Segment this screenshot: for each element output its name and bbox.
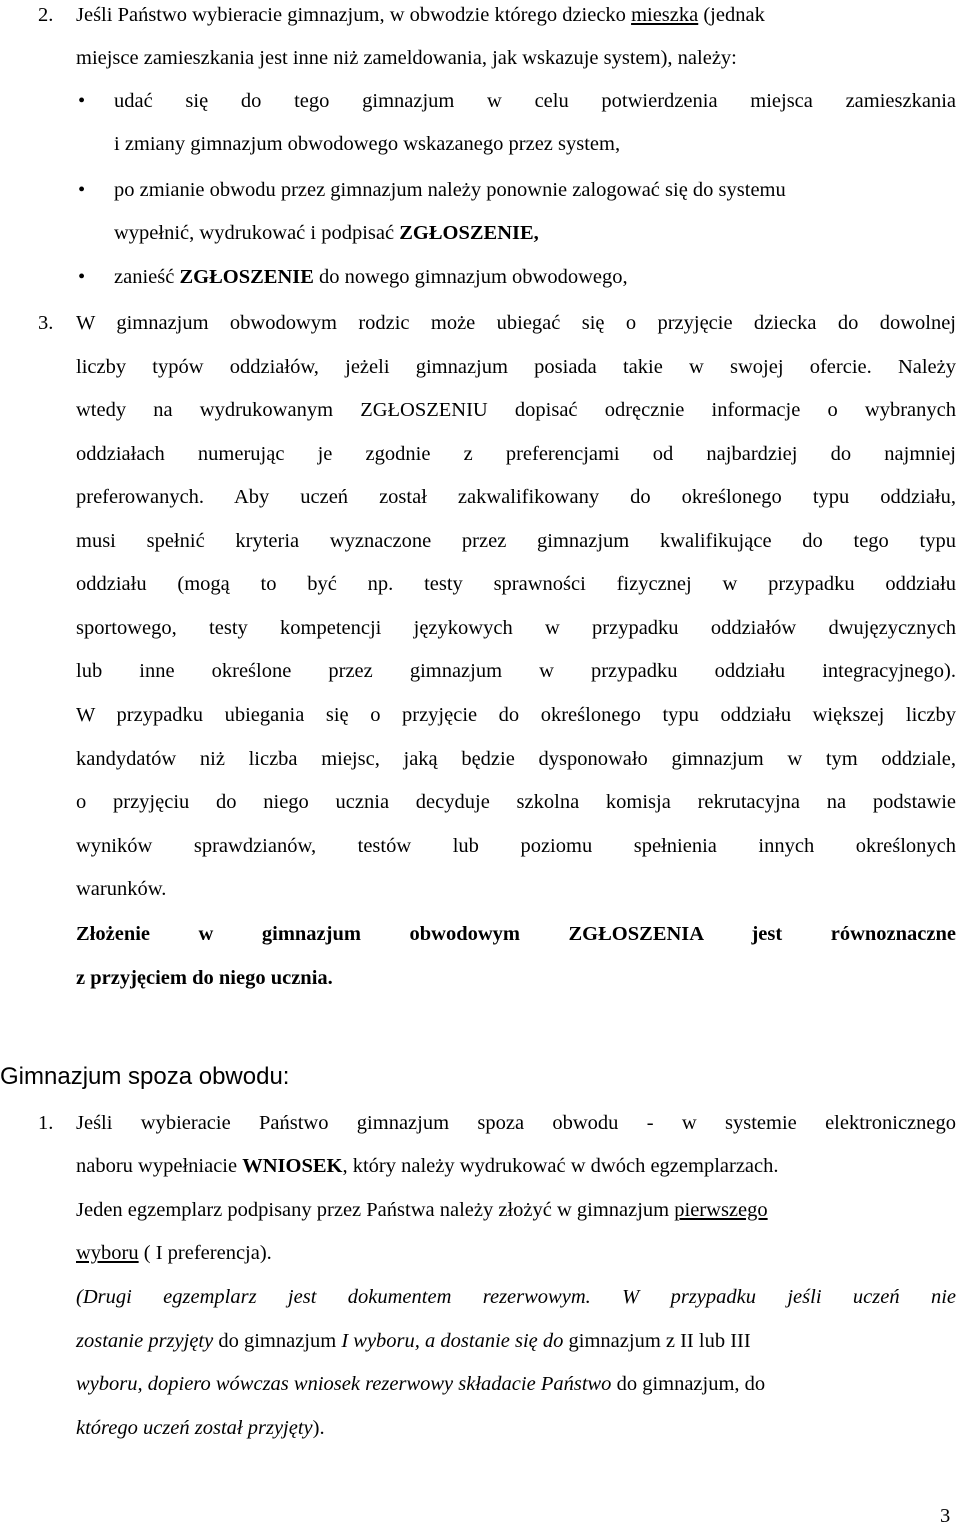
paragraph-line: którego uczeń został przyjęty).: [76, 1417, 325, 1439]
item-number: 2.: [38, 4, 54, 26]
paragraph-line: naboru wypełniacie WNIOSEK, który należy wydrukować w dwóch egzemplarzach.: [76, 1155, 779, 1177]
paragraph-line: Jeden egzemplarz podpisany przez Państwa należy złożyć w gimnazjum pierwszego: [76, 1199, 768, 1221]
paragraph-line: o przyjęciu do niego ucznia decyduje szkolna komisja rekrutacyjna na podstawie: [76, 791, 956, 813]
paragraph-line: (Drugi egzemplarz jest dokumentem rezerwowym. W przypadku jeśli uczeń nie: [76, 1286, 956, 1308]
paragraph-line: zostanie przyjęty do gimnazjum I wyboru, a dostanie się do gimnazjum z II lub III: [76, 1330, 751, 1352]
paragraph-line: wyników sprawdzianów, testów lub poziomu spełnienia innych określonych: [76, 835, 956, 857]
bullet-line: i zmiany gimnazjum obwodowego wskazanego przez system,: [114, 133, 621, 155]
paragraph-line: sportowego, testy kompetencji językowych w przypadku oddziałów dwujęzycznych: [76, 617, 956, 639]
paragraph-line: liczby typów oddziałów, jeżeli gimnazjum posiada takie w swojej ofercie. Należy: [76, 356, 956, 378]
paragraph-line: oddziałach numerując je zgodnie z preferencjami od najbardziej do najmniej: [76, 443, 956, 465]
bullet-icon: •: [78, 90, 86, 112]
paragraph-line: W gimnazjum obwodowym rodzic może ubiegać się o przyjęcie dziecka do dowolnej: [76, 312, 956, 334]
paragraph-line: Jeśli wybieracie Państwo gimnazjum spoza obwodu - w systemie elektronicznego: [76, 1112, 956, 1134]
section-heading: Gimnazjum spoza obwodu:: [0, 1063, 290, 1090]
paragraph-line: Jeśli Państwo wybieracie gimnazjum, w obwodzie którego dziecko mieszka (jednak: [76, 4, 765, 26]
bullet-icon: •: [78, 179, 86, 201]
paragraph-line: W przypadku ubiegania się o przyjęcie do określonego typu oddziału większej liczby: [76, 704, 956, 726]
bullet-line: zanieść ZGŁOSZENIE do nowego gimnazjum obwodowego,: [114, 266, 628, 288]
paragraph-line: lub inne określone przez gimnazjum w przypadku oddziału integracyjnego).: [76, 660, 956, 682]
bullet-line: po zmianie obwodu przez gimnazjum należy ponownie zalogować się do systemu: [114, 179, 786, 201]
paragraph-line: wyboru ( I preferencja).: [76, 1242, 272, 1264]
paragraph-line: wyboru, dopiero wówczas wniosek rezerwowy składacie Państwo do gimnazjum, do: [76, 1373, 766, 1395]
paragraph-line: musi spełnić kryteria wyznaczone przez gimnazjum kwalifikujące do tego typu: [76, 530, 956, 552]
paragraph-line: warunków.: [76, 878, 167, 900]
paragraph-line: kandydatów niż liczba miejsc, jaką będzie dysponowało gimnazjum w tym oddziale,: [76, 748, 956, 770]
paragraph-line: preferowanych. Aby uczeń został zakwalifikowany do określonego typu oddziału,: [76, 486, 956, 508]
bullet-icon: •: [78, 266, 86, 288]
bullet-line: udać się do tego gimnazjum w celu potwierdzenia miejsca zamieszkania: [114, 90, 956, 112]
page-number: 3: [940, 1505, 951, 1527]
bullet-line: wypełnić, wydrukować i podpisać ZGŁOSZENIE,: [114, 222, 539, 244]
bold-statement: z przyjęciem do niego ucznia.: [76, 967, 333, 989]
paragraph-line: wtedy na wydrukowanym ZGŁOSZENIU dopisać odręcznie informacje o wybranych: [76, 399, 956, 421]
item-number: 1.: [38, 1112, 54, 1134]
paragraph-line: oddziału (mogą to być np. testy sprawności fizycznej w przypadku oddziału: [76, 573, 956, 595]
paragraph-line: miejsce zamieszkania jest inne niż zameldowania, jak wskazuje system), należy:: [76, 47, 737, 69]
bold-statement: Złożenie w gimnazjum obwodowym ZGŁOSZENIA jest równoznaczne: [76, 923, 956, 945]
item-number: 3.: [38, 312, 54, 334]
